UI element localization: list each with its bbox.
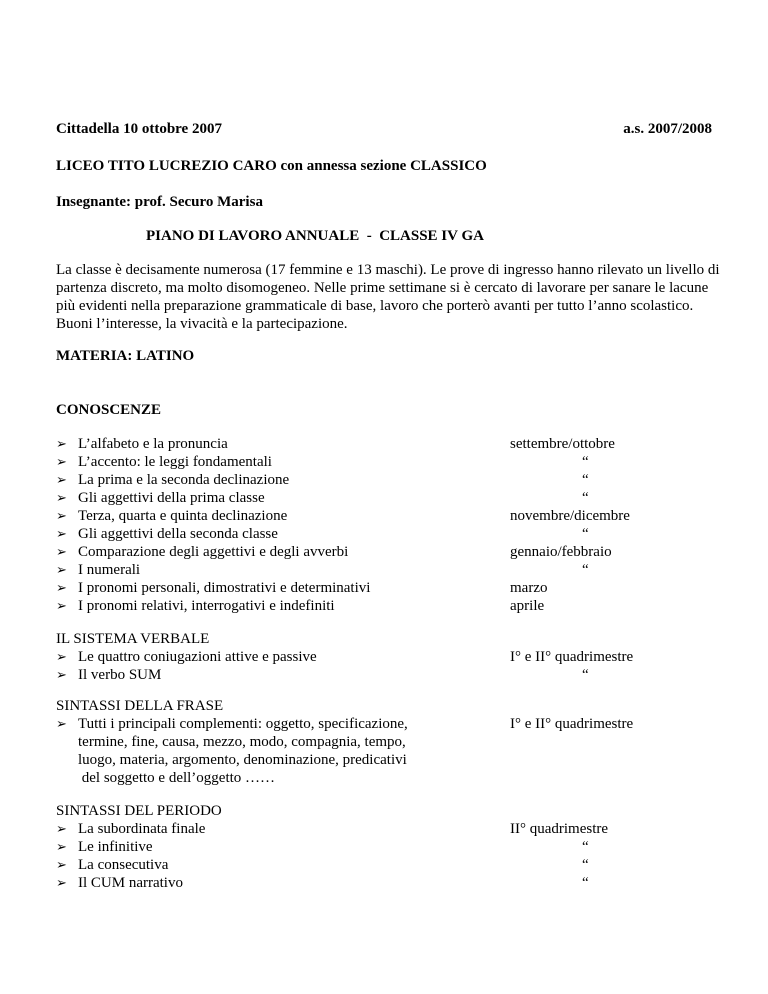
arrowhead-bullet-icon: ➢ — [56, 667, 67, 682]
school-name: LICEO TITO LUCREZIO CARO con annessa sezione CLASSICO — [56, 158, 487, 174]
arrowhead-bullet-icon: ➢ — [56, 526, 67, 541]
schedule-item: novembre/dicembre — [510, 508, 630, 524]
list-item: ➢ I pronomi relativi, interrogativi e indefiniti — [56, 598, 335, 614]
period-syntax-heading: SINTASSI DEL PERIODO — [56, 803, 222, 819]
arrowhead-bullet-icon: ➢ — [56, 454, 67, 469]
schedule-item: “ — [582, 875, 589, 891]
arrowhead-bullet-icon: ➢ — [56, 544, 67, 559]
list-item: ➢ La prima e la seconda declinazione — [56, 472, 290, 488]
list-item: ➢ La consecutiva — [56, 857, 169, 873]
list-item: ➢ Terza, quarta e quinta declinazione — [56, 508, 288, 524]
list-item: ➢ I pronomi personali, dimostrativi e determinativi — [56, 580, 371, 596]
sentence-syntax-item: ➢ Tutti i principali complementi: oggetto, specificazione, termine, fine, causa, mezzo, modo, compagnia, tempo, luogo, materia, argomento, denominazione, predicativi del soggetto e dell’oggetto …… — [56, 716, 408, 786]
arrowhead-bullet-icon: ➢ — [56, 490, 67, 505]
list-item: ➢ Le infinitive — [56, 839, 153, 855]
list-item: ➢ La subordinata finale — [56, 821, 206, 837]
schedule-item: “ — [582, 667, 589, 683]
arrowhead-bullet-icon: ➢ — [56, 562, 67, 577]
schedule-item: gennaio/febbraio — [510, 544, 612, 560]
arrowhead-bullet-icon: ➢ — [56, 436, 67, 451]
list-item: ➢ Comparazione degli aggettivi e degli avverbi — [56, 544, 349, 560]
sentence-syntax-schedule: I° e II° quadrimestre — [510, 716, 634, 732]
list-item: ➢ Gli aggettivi della prima classe — [56, 490, 265, 506]
arrowhead-bullet-icon: ➢ — [56, 598, 67, 613]
arrowhead-bullet-icon: ➢ — [56, 857, 67, 872]
schedule-item: “ — [582, 526, 589, 542]
schedule-item: I° e II° quadrimestre — [510, 649, 634, 665]
list-item: ➢ L’alfabeto e la pronuncia — [56, 436, 228, 452]
list-item: ➢ Le quattro coniugazioni attive e passive — [56, 649, 317, 665]
schedule-item: settembre/ottobre — [510, 436, 615, 452]
knowledge-list — [56, 435, 370, 615]
arrowhead-bullet-icon: ➢ — [56, 580, 67, 595]
schedule-item: marzo — [510, 580, 548, 596]
schedule-item: “ — [582, 472, 589, 488]
schedule-item: “ — [582, 562, 589, 578]
plan-title: PIANO DI LAVORO ANNUALE - CLASSE IV GA — [146, 228, 484, 244]
arrowhead-bullet-icon: ➢ — [56, 649, 67, 664]
arrowhead-bullet-icon: ➢ — [56, 839, 67, 854]
teacher-name: Insegnante: prof. Securo Marisa — [56, 194, 263, 210]
list-item: ➢ I numerali — [56, 562, 141, 578]
schedule-item: aprile — [510, 598, 545, 614]
arrowhead-bullet-icon: ➢ — [56, 821, 67, 836]
schedule-item: “ — [582, 490, 589, 506]
list-item: ➢ Gli aggettivi della seconda classe — [56, 526, 278, 542]
period-syntax-list — [56, 820, 205, 892]
list-item: ➢ L’accento: le leggi fondamentali — [56, 454, 272, 470]
arrowhead-bullet-icon: ➢ — [56, 716, 67, 731]
schedule-item: II° quadrimestre — [510, 821, 609, 837]
schedule-item: “ — [582, 454, 589, 470]
arrowhead-bullet-icon: ➢ — [56, 875, 67, 890]
intro-paragraph: La classe è decisamente numerosa (17 femmine e 13 maschi). Le prove di ingresso hanno rilevato un livello di partenza discreto, ma molto disomogeneo. Nelle prime settimane si è cercato di lavorare per sanare le lacune più evidenti nella preparazione grammaticale di base, lavoro che porterò avanti per tutto l’anno scolastico. Buoni l’interesse, la vivacità e la partecipazione. — [56, 262, 720, 332]
schedule-item: “ — [582, 839, 589, 855]
knowledge-heading: CONOSCENZE — [56, 402, 162, 418]
verbal-system-schedule — [510, 648, 633, 684]
period-syntax-schedule — [510, 820, 608, 892]
schedule-item: “ — [582, 857, 589, 873]
list-item: ➢ Il verbo SUM — [56, 667, 162, 683]
school-year: a.s. 2007/2008 — [623, 121, 712, 137]
arrowhead-bullet-icon: ➢ — [56, 508, 67, 523]
verbal-system-list — [56, 648, 317, 684]
knowledge-schedule — [510, 435, 630, 615]
verbal-system-heading: IL SISTEMA VERBALE — [56, 631, 210, 647]
sentence-syntax-heading: SINTASSI DELLA FRASE — [56, 698, 224, 714]
arrowhead-bullet-icon: ➢ — [56, 472, 67, 487]
subject-heading: MATERIA: LATINO — [56, 348, 195, 364]
list-item: ➢ Il CUM narrativo — [56, 875, 183, 891]
place-date: Cittadella 10 ottobre 2007 — [56, 121, 222, 137]
